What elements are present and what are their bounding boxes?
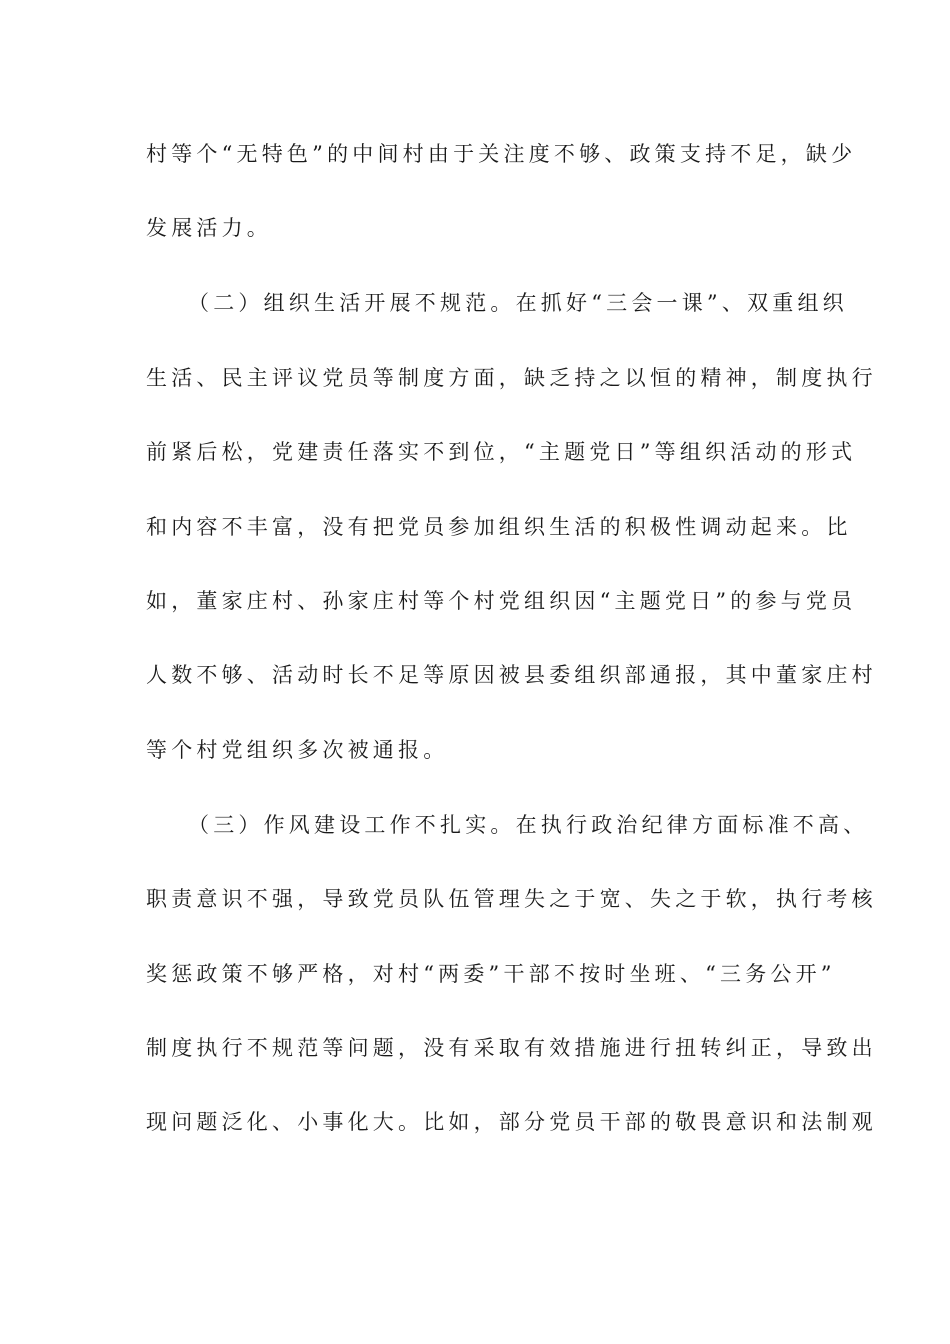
text-line: 制度执行不规范等问题，没有采取有效措施进行扭转纠正，导致出 xyxy=(146,1036,877,1060)
paragraph-heading-3: （三）作风建设工作不扎实。在执行政治纪律方面标准不高、 xyxy=(188,813,869,837)
text-line: 发展活力。 xyxy=(146,216,272,240)
text-line: 职责意识不强，导致党员队伍管理失之于宽、失之于软，执行考核 xyxy=(146,887,877,911)
text-line: 如，董家庄村、孙家庄村等个村党组织因“主题党日”的参与党员 xyxy=(146,589,857,613)
text-line: 生活、民主评议党员等制度方面，缺乏持之以恒的精神，制度执行 xyxy=(146,366,877,390)
text-line: 村等个“无特色”的中间村由于关注度不够、政策支持不足，缺少 xyxy=(146,142,857,166)
text-line: 现问题泛化、小事化大。比如，部分党员干部的敬畏意识和法制观 xyxy=(146,1110,877,1134)
text-line: 奖惩政策不够严格，对村“两委”干部不按时坐班、“三务公开” xyxy=(146,962,836,986)
paragraph-heading-2: （二）组织生活开展不规范。在抓好“三会一课”、双重组织 xyxy=(188,291,848,315)
text-line: 和内容不丰富，没有把党员参加组织生活的积极性调动起来。比 xyxy=(146,515,852,539)
text-line: 等个村党组织多次被通报。 xyxy=(146,738,449,762)
text-line: 人数不够、活动时长不足等原因被县委组织部通报，其中董家庄村 xyxy=(146,663,877,687)
text-line: 前紧后松，党建责任落实不到位，“主题党日”等组织活动的形式 xyxy=(146,440,857,464)
